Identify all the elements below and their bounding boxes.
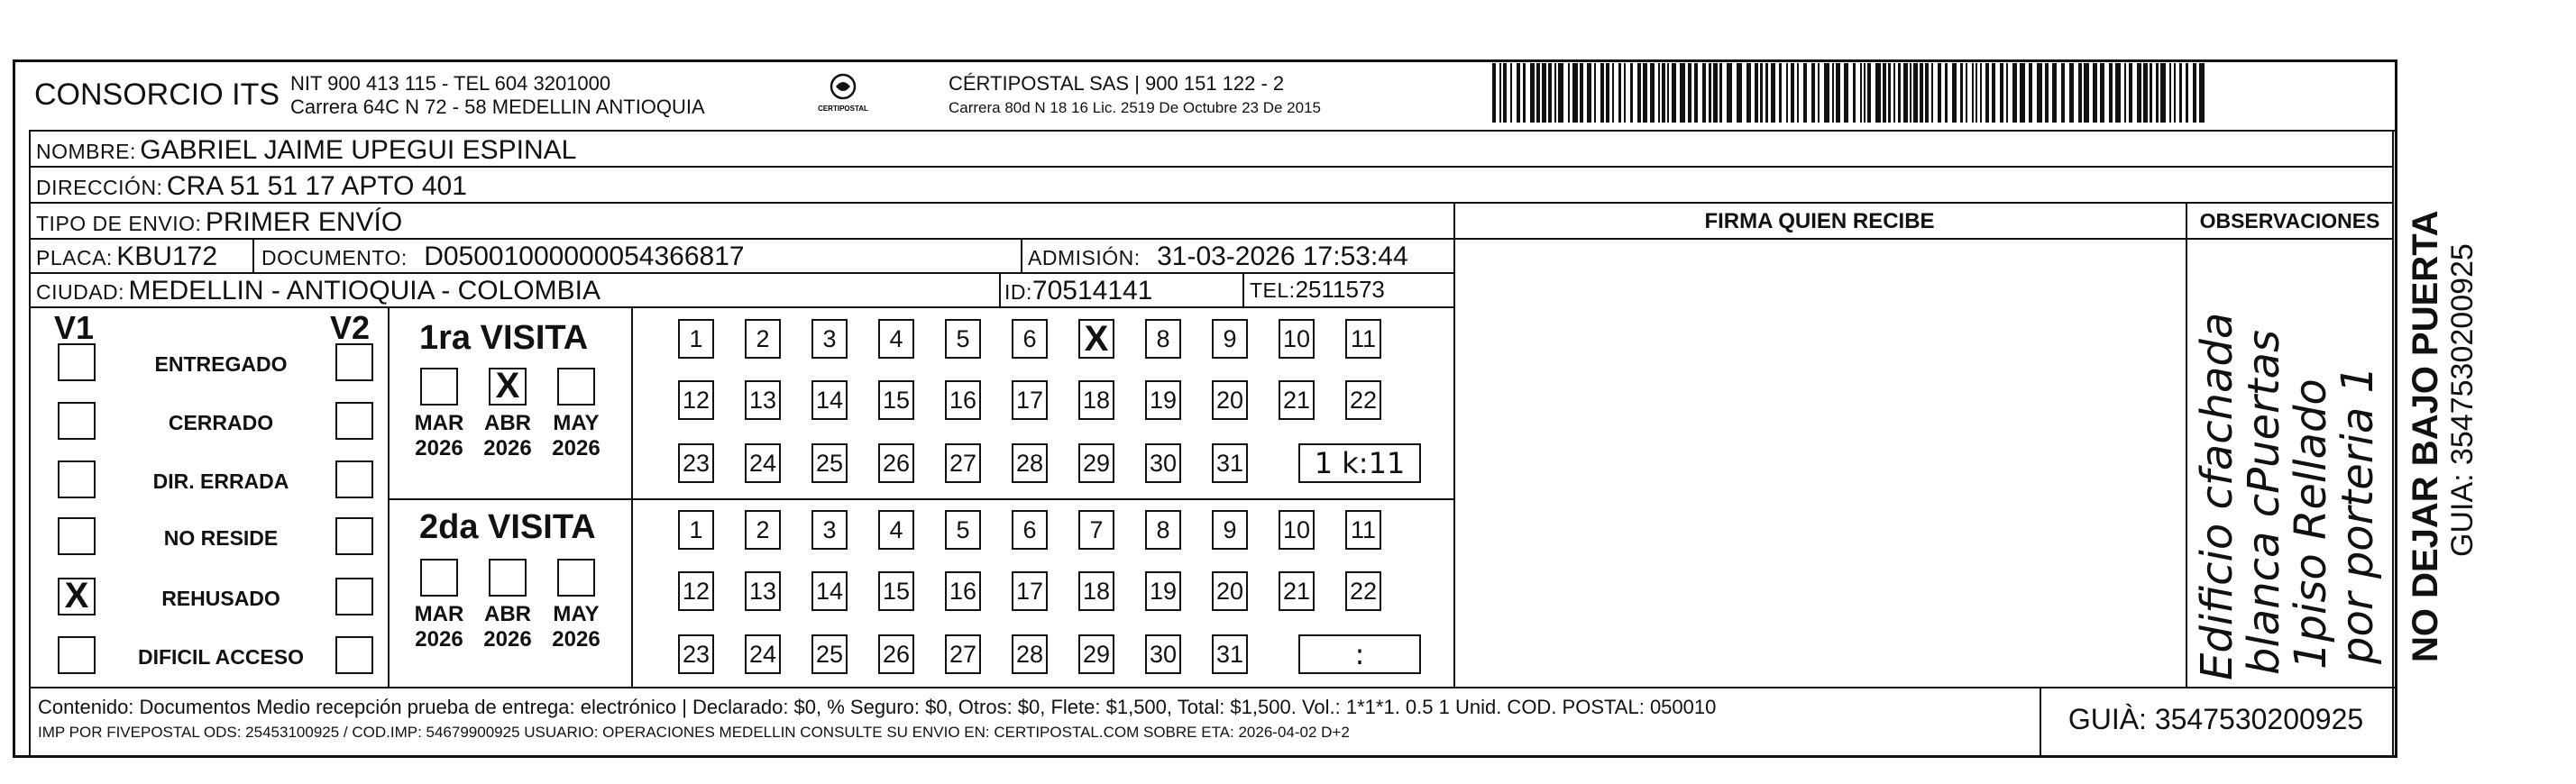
ciudad-value: MEDELLIN - ANTIOQUIA - COLOMBIA <box>128 276 600 305</box>
day-box[interactable]: 24 <box>745 443 781 483</box>
v2-checkbox[interactable] <box>335 578 373 615</box>
day-box[interactable]: 1 <box>678 319 714 359</box>
day-box[interactable]: 7 <box>1078 510 1114 550</box>
time-box[interactable]: : <box>1298 634 1421 674</box>
nombre-value: GABRIEL JAIME UPEGUI ESPINAL <box>140 135 577 165</box>
day-box-marked[interactable]: X <box>1078 319 1114 359</box>
day-box[interactable]: 11 <box>1345 510 1381 550</box>
v1-checkbox[interactable] <box>58 402 96 440</box>
carrier-address: Carrera 80d N 18 16 Lic. 2519 De Octubre 23 De 2015 <box>949 99 1321 116</box>
tel-value: 2511573 <box>1295 276 1385 303</box>
visit2-title: 2da VISITA <box>419 508 596 546</box>
day-box[interactable]: 18 <box>1078 571 1114 611</box>
nombre-row <box>36 135 576 166</box>
day-box[interactable]: 19 <box>1145 571 1181 611</box>
day-box[interactable]: 29 <box>1078 634 1114 674</box>
day-box[interactable]: 17 <box>1012 571 1048 611</box>
footer-guia: GUIÀ: 3547530200925 <box>2067 703 2364 735</box>
day-box[interactable]: 30 <box>1145 634 1181 674</box>
day-box[interactable]: 25 <box>811 634 848 674</box>
v2-checkbox[interactable] <box>335 636 373 674</box>
firma-header: FIRMA QUIEN RECIBE <box>1704 209 1935 233</box>
month-label: ABR 2026 <box>483 411 532 460</box>
v2-checkbox[interactable] <box>335 402 373 440</box>
v1-checkbox[interactable] <box>58 517 96 555</box>
status-option-label: NO RESIDE <box>163 526 279 550</box>
day-box[interactable]: 22 <box>1345 380 1381 420</box>
footer-contenido: Contenido: Documentos Medio recepción prueba de entrega: electrónico | Declarado: $0, % Seguro: $0, Otros: $0, Flete: $1,500, Total: $1,500. Vol.: 1*1*1. 0.5 1 Unid. COD. POSTAL: 050010 <box>38 696 1717 718</box>
visit1-title: 1ra VISITA <box>419 319 589 357</box>
day-box[interactable]: 12 <box>678 571 714 611</box>
day-box[interactable]: 20 <box>1212 571 1248 611</box>
observacion-line: blanca cPuertas <box>2239 330 2289 675</box>
time-box[interactable]: 1 k:11 <box>1298 443 1421 483</box>
month-label: ABR 2026 <box>483 602 532 652</box>
day-box[interactable]: 25 <box>811 443 848 483</box>
admision-value: 31-03-2026 17:53:44 <box>1157 242 1408 271</box>
day-box[interactable]: 23 <box>678 634 714 674</box>
day-box[interactable]: 27 <box>945 634 981 674</box>
ciudad-field <box>36 276 600 306</box>
day-box[interactable]: 16 <box>945 380 981 420</box>
day-box[interactable]: 10 <box>1279 319 1315 359</box>
side-guia: GUIA: 3547530200925 <box>2445 243 2480 557</box>
admision-label: ADMISIÓN: <box>1028 246 1141 269</box>
day-box[interactable]: 19 <box>1145 380 1181 420</box>
documento-label: DOCUMENTO: <box>261 246 408 269</box>
v2-checkbox[interactable] <box>335 517 373 555</box>
status-option-label: CERRADO <box>168 411 274 434</box>
id-field <box>1004 276 1152 306</box>
day-box[interactable]: 13 <box>745 380 781 420</box>
carrier-line: CÉRTIPOSTAL SAS | 900 151 122 - 2 <box>949 72 1285 95</box>
company-name: CONSORCIO ITS <box>34 77 280 112</box>
day-box[interactable]: 8 <box>1145 510 1181 550</box>
status-option-label: DIR. ERRADA <box>152 469 289 493</box>
observacion-line: 1piso Rellado <box>2286 378 2336 670</box>
company-address: Carrera 64C N 72 - 58 MEDELLIN ANTIOQUIA <box>290 96 705 118</box>
day-box[interactable]: 21 <box>1279 571 1315 611</box>
day-box[interactable]: 3 <box>811 510 848 550</box>
day-box[interactable]: 12 <box>678 380 714 420</box>
admision-field <box>1028 242 1408 272</box>
day-box[interactable]: 31 <box>1212 634 1248 674</box>
day-box[interactable]: 14 <box>811 571 848 611</box>
day-box[interactable]: 4 <box>878 319 914 359</box>
day-box[interactable]: 4 <box>878 510 914 550</box>
tipo-envio-value: PRIMER ENVÍO <box>205 207 403 237</box>
day-box[interactable]: 18 <box>1078 380 1114 420</box>
day-box[interactable]: 15 <box>878 571 914 611</box>
day-box[interactable]: 31 <box>1212 443 1248 483</box>
tipo-envio-label: TIPO DE ENVIO: <box>36 212 202 235</box>
tipo-envio-row <box>36 207 402 238</box>
tel-field <box>1250 276 1385 304</box>
month-label: MAR 2026 <box>414 602 464 652</box>
month-checkbox[interactable] <box>420 559 458 597</box>
month-label: MAY 2026 <box>552 602 600 652</box>
day-box[interactable]: 20 <box>1212 380 1248 420</box>
status-option-label: ENTREGADO <box>154 352 288 376</box>
day-box[interactable]: 5 <box>945 319 981 359</box>
v1-checkbox[interactable] <box>58 343 96 381</box>
logo-text: CERTIPOSTAL <box>818 105 868 113</box>
tel-label: TEL: <box>1250 278 1296 302</box>
day-box[interactable]: 9 <box>1212 510 1248 550</box>
month-label: MAY 2026 <box>552 411 600 460</box>
observaciones-header: OBSERVACIONES <box>2199 209 2380 232</box>
day-box[interactable]: 8 <box>1145 319 1181 359</box>
observacion-line: por porteria 1 <box>2333 365 2383 664</box>
day-box[interactable]: 22 <box>1345 571 1381 611</box>
day-box[interactable]: 5 <box>945 510 981 550</box>
day-box[interactable]: 27 <box>945 443 981 483</box>
day-box[interactable]: 28 <box>1012 443 1048 483</box>
documento-field <box>261 242 745 272</box>
observacion-line: Edificio cfachada <box>2192 312 2242 680</box>
day-box[interactable]: 23 <box>678 443 714 483</box>
month-checkbox[interactable] <box>557 368 595 406</box>
footer-imp: IMP POR FIVEPOSTAL ODS: 25453100925 / COD.IMP: 54679900925 USUARIO: OPERACIONES MEDELLIN CONSULTE SU ENVIO EN: CERTIPOSTAL.COM SOBRE ETA: 2026-04-02 D+2 <box>38 724 1350 741</box>
day-box[interactable]: 6 <box>1012 510 1048 550</box>
nit-line: NIT 900 413 115 - TEL 604 3201000 <box>290 72 611 95</box>
day-box[interactable]: 30 <box>1145 443 1181 483</box>
day-box[interactable]: 17 <box>1012 380 1048 420</box>
nombre-label: NOMBRE: <box>36 140 136 163</box>
day-box[interactable]: 16 <box>945 571 981 611</box>
day-box[interactable]: 2 <box>745 510 781 550</box>
day-box[interactable]: 21 <box>1279 380 1315 420</box>
documento-value: D05001000000054366817 <box>424 242 745 271</box>
v2-checkbox[interactable] <box>335 460 373 498</box>
placa-field <box>36 242 217 272</box>
status-option-label: REHUSADO <box>161 587 280 610</box>
month-checkbox[interactable]: X <box>489 368 527 406</box>
month-checkbox[interactable] <box>489 559 527 597</box>
v2-label: V2 <box>330 309 371 346</box>
ciudad-label: CIUDAD: <box>36 280 125 304</box>
v2-checkbox[interactable] <box>335 343 373 381</box>
day-box[interactable]: 11 <box>1345 319 1381 359</box>
direccion-label: DIRECCIÓN: <box>36 176 163 199</box>
day-box[interactable]: 24 <box>745 634 781 674</box>
month-checkbox[interactable] <box>557 559 595 597</box>
id-label: ID: <box>1004 280 1032 304</box>
day-box[interactable]: 26 <box>878 443 914 483</box>
v1-checkbox[interactable]: X <box>58 578 96 615</box>
v1-checkbox[interactable] <box>58 460 96 498</box>
side-no-dejar: NO DEJAR BAJO PUERTA <box>2406 210 2445 662</box>
day-box[interactable]: 29 <box>1078 443 1114 483</box>
v1-checkbox[interactable] <box>58 636 96 674</box>
placa-label: PLACA: <box>36 246 113 269</box>
id-value: 70514141 <box>1031 276 1153 305</box>
status-option-label: DIFICIL ACCESO <box>137 645 304 669</box>
placa-value: KBU172 <box>116 242 218 271</box>
day-box[interactable]: 3 <box>811 319 848 359</box>
direccion-row <box>36 171 467 202</box>
day-box[interactable]: 13 <box>745 571 781 611</box>
month-checkbox[interactable] <box>420 368 458 406</box>
day-box[interactable]: 26 <box>878 634 914 674</box>
day-box[interactable]: 9 <box>1212 319 1248 359</box>
day-box[interactable]: 6 <box>1012 319 1048 359</box>
day-box[interactable]: 15 <box>878 380 914 420</box>
month-label: MAR 2026 <box>414 411 464 460</box>
day-box[interactable]: 1 <box>678 510 714 550</box>
direccion-value: CRA 51 51 17 APTO 401 <box>166 171 467 201</box>
day-box[interactable]: 2 <box>745 319 781 359</box>
day-box[interactable]: 14 <box>811 380 848 420</box>
v1-label: V1 <box>54 309 95 346</box>
day-box[interactable]: 10 <box>1279 510 1315 550</box>
day-box[interactable]: 28 <box>1012 634 1048 674</box>
